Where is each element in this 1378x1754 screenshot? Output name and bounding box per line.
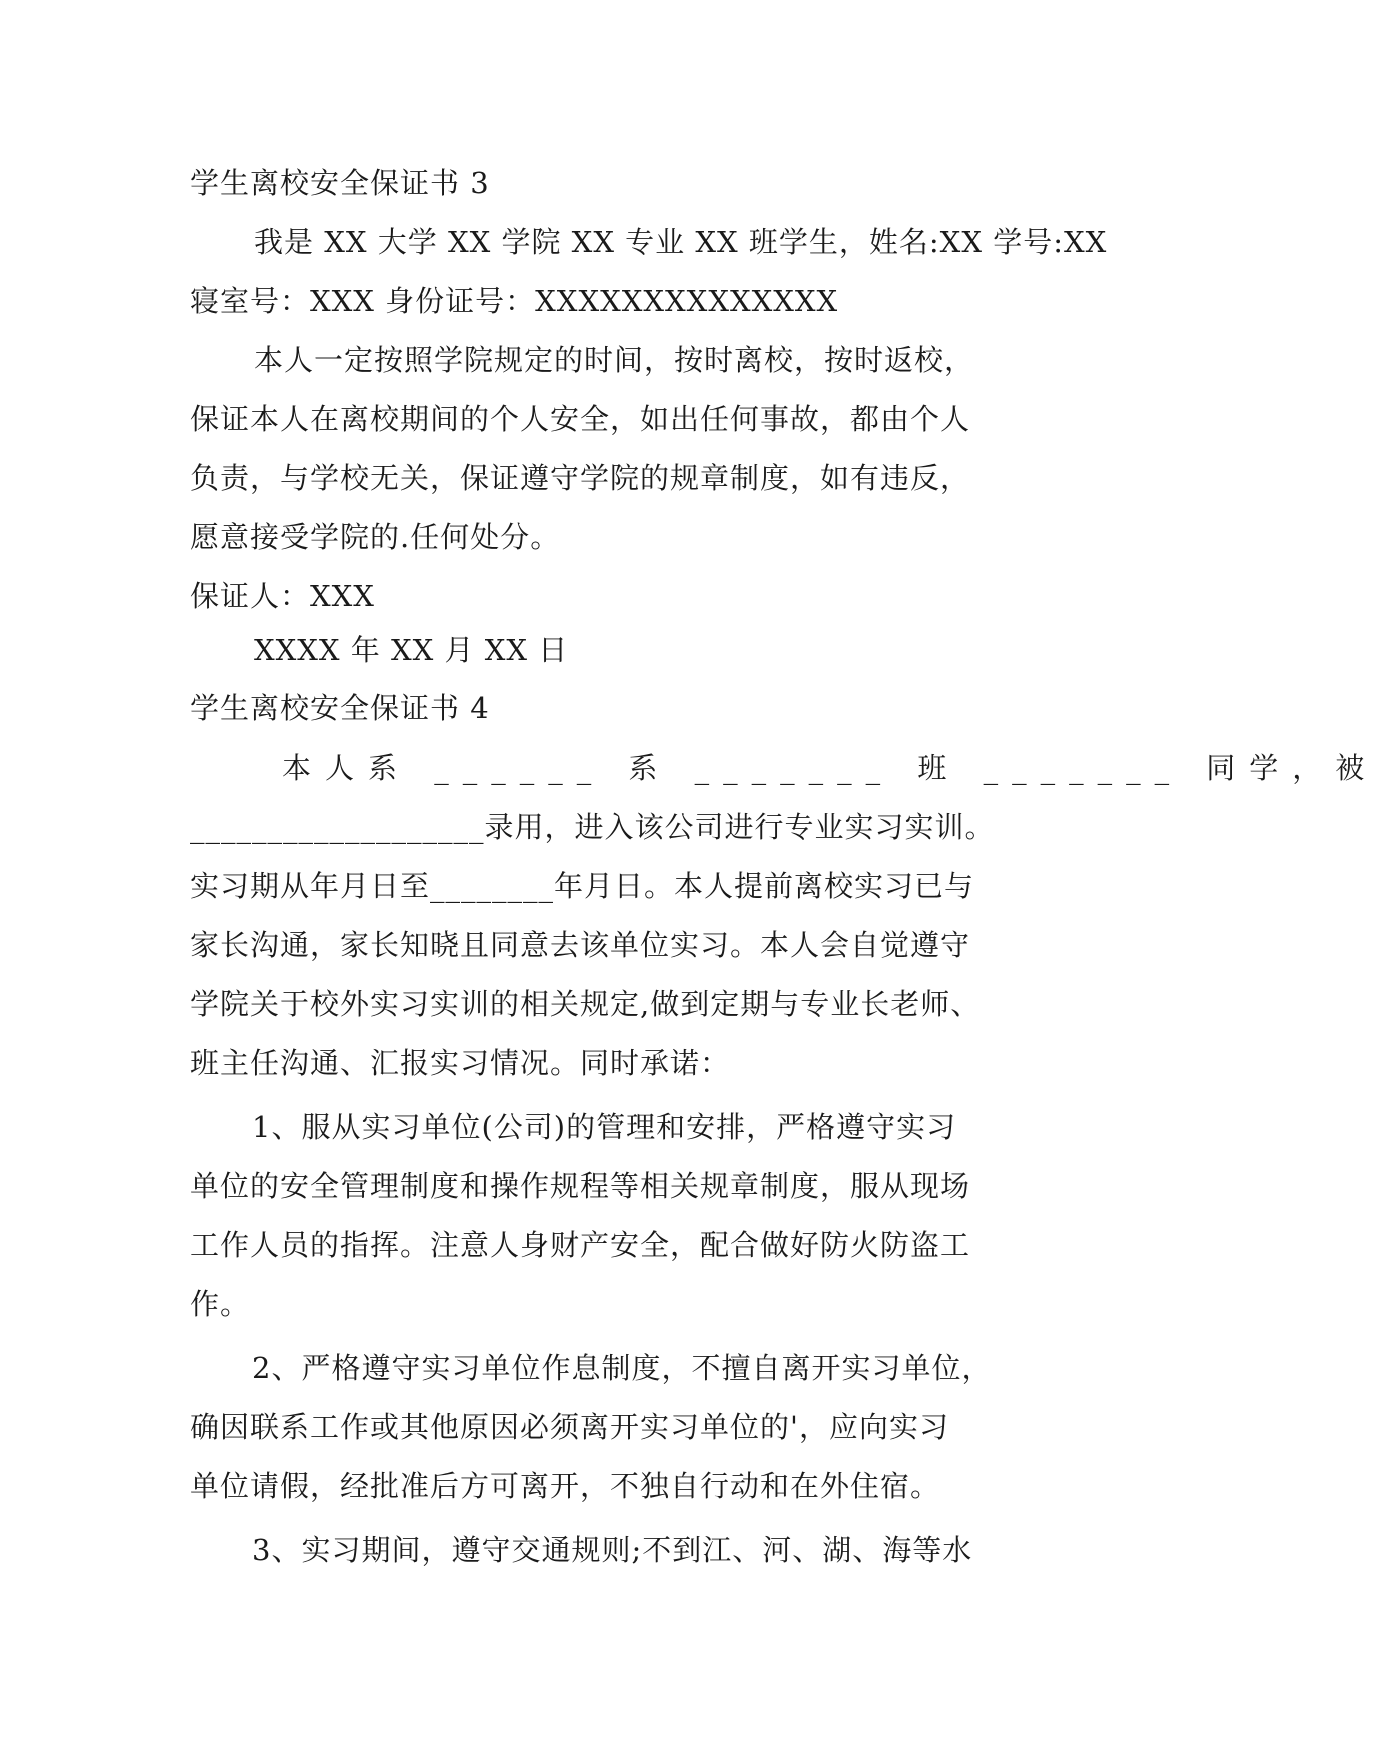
text-line: 我是 XX 大学 XX 学院 XX 专业 XX 班学生，姓名:XX 学号:XX xyxy=(254,225,1108,259)
list-item-1: 1、服从实习单位(公司)的管理和安排，严格遵守实习 xyxy=(252,1110,957,1144)
text-line: 单位的安全管理制度和操作规程等相关规章制度，服从现场 xyxy=(190,1169,971,1203)
text-line: 愿意接受学院的.任何处分。 xyxy=(190,520,561,554)
date-line: XXXX 年 XX 月 XX 日 xyxy=(254,633,569,667)
text-line: 寝室号：XXX 身份证号：XXXXXXXXXXXXXX xyxy=(190,284,839,318)
text-line: 本人系 ______ 系 _______ 班 _______ 同学，被 xyxy=(282,751,1378,785)
text-line: 家长沟通，家长知晓且同意去该单位实习。本人会自觉遵守 xyxy=(190,928,971,962)
text-line: 学院关于校外实习实训的相关规定,做到定期与专业长老师、 xyxy=(190,987,981,1021)
signatory-line: 保证人：XXX xyxy=(190,579,375,613)
text-line: ___________________录用，进入该公司进行专业实习实训。 xyxy=(190,810,995,844)
list-item-2: 2、严格遵守实习单位作息制度，不擅自离开实习单位， xyxy=(252,1351,992,1385)
heading-guarantee-3: 学生离校安全保证书 3 xyxy=(190,166,490,200)
list-item-3: 3、实习期间，遵守交通规则;不到江、河、湖、海等水 xyxy=(252,1533,973,1567)
text-line: 确因联系工作或其他原因必须离开实习单位的'，应向实习 xyxy=(190,1410,949,1444)
text-line: 负责，与学校无关，保证遵守学院的规章制度，如有违反， xyxy=(190,461,971,495)
text-line: 单位请假，经批准后方可离开，不独自行动和在外住宿。 xyxy=(190,1469,941,1503)
text-line: 班主任沟通、汇报实习情况。同时承诺： xyxy=(190,1046,731,1080)
text-line: 保证本人在离校期间的个人安全，如出任何事故，都由个人 xyxy=(190,402,971,436)
text-line: 本人一定按照学院规定的时间，按时离校，按时返校， xyxy=(254,343,975,377)
text-line: 作。 xyxy=(190,1287,251,1321)
text-line: 实习期从年月日至________年月日。本人提前离校实习已与 xyxy=(190,869,975,903)
heading-guarantee-4: 学生离校安全保证书 4 xyxy=(190,691,490,725)
text-line: 工作人员的指挥。注意人身财产安全，配合做好防火防盗工 xyxy=(190,1228,971,1262)
